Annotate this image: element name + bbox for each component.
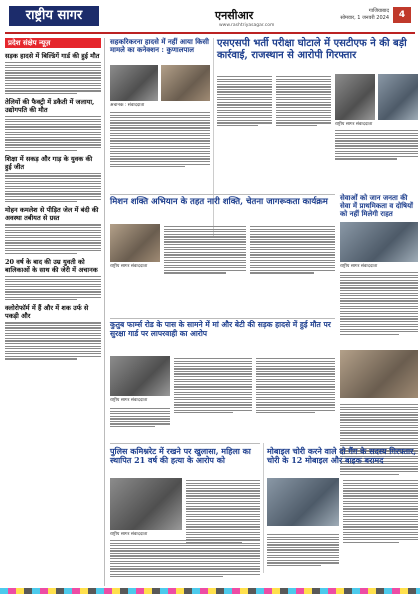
photo-caption: राष्ट्रीय सागर संवाददाता (110, 532, 148, 537)
article-text (110, 110, 210, 169)
section-rule (110, 318, 335, 319)
article-text (110, 538, 260, 579)
story2-headline: एसएसपी भर्ती परीक्षा घोटाले में एसटीएफ ने की बड़ी कार्रवाई, राजस्थान से आरोपी गिरफ्तार (217, 38, 407, 61)
article-text (5, 116, 101, 151)
article-text (340, 270, 418, 336)
story1-headline: सहकरिकरना हादसे में नहीं आया किसी मामले का कनेक्शन : कुणालपाल (110, 37, 209, 55)
article-text (164, 224, 246, 275)
article-text (276, 74, 331, 128)
left-item-headline: सड़क हादसे में बिल्डिंगें गार्ड की हुई मौत (5, 52, 100, 60)
left-item-headline: क्लोरोफॉर्म में हैं और में शक उर्फ से पकड़ी और (5, 304, 89, 321)
story7-photo (267, 478, 339, 526)
dateline (340, 8, 389, 22)
folio-title: एनसीआर (215, 9, 254, 22)
story6-photo (110, 478, 182, 530)
column-divider (263, 443, 264, 573)
article-text (267, 532, 339, 568)
story2-photo-2 (378, 74, 418, 120)
photo-caption: राष्ट्रीय सागर संवाददाता (340, 264, 378, 269)
story1-photo (110, 65, 158, 101)
content-columns (5, 38, 415, 586)
dateline-date: सोमवार, 1 जनवरी 2024 (340, 15, 389, 21)
section-label: प्रदेश संक्षेप न्यूज़ (5, 38, 101, 48)
photo-caption: राष्ट्रीय सागर संवाददाता (335, 122, 373, 127)
section-rule (110, 194, 335, 195)
story5-photo (110, 356, 170, 396)
column-divider (213, 38, 214, 238)
photo-caption: राष्ट्रीय सागर संवाददाता (110, 264, 148, 269)
left-item-headline: मोहन कमलेश से पीड़ित जेल में बंदी की अवस्था तबीयत से ग्रस्त (5, 206, 99, 223)
masthead-url: www.rashtriyasagar.com (219, 23, 275, 28)
article-text (217, 74, 272, 128)
article-text (256, 356, 335, 415)
section-rule (110, 443, 260, 444)
story5-headline: कुतुब फार्म्स रोड के पास के सामने में मां और बेटी की सड़क हादसे में हुई मौत पर सुरक्षा गार्ड पर लापरवाही का आरोप (110, 320, 331, 338)
article-text (110, 406, 170, 429)
article-text (186, 478, 260, 544)
article-text (343, 478, 418, 544)
story1-photo-2 (161, 65, 210, 101)
article-text (5, 173, 101, 203)
left-column (5, 38, 105, 586)
article-text (5, 62, 101, 94)
photo-caption: राष्ट्रीय सागर संवाददाता (110, 398, 148, 403)
left-item-headline: 20 वर्ष के बाद की उम्र युवती को बालिकाओं के साथ की जेरी में अचानक (5, 257, 98, 274)
right-photo (340, 350, 418, 398)
story3-headline: मिशन शक्ति अभियान के तहत नारी शक्ति, चेतना जागरूकता कार्यक्रम (110, 197, 328, 207)
main-area (110, 38, 415, 586)
dateline-city: गाजियाबाद (368, 8, 389, 14)
story4-headline: सेवाओं को जान जनता की सेवा में प्राथमिकता व दोषियों को नहीं मिलेगी राहत (340, 193, 413, 219)
story4-photo (340, 222, 418, 262)
article-text (5, 276, 101, 300)
masthead (5, 4, 415, 34)
story2-photo (335, 74, 375, 120)
story7-headline: मोबाइल चोरी करने वाले दो गैंग के सदस्य गिरफ्तार, चोरी के 12 मोबाइल और बाइक बरामद (267, 446, 417, 466)
story3-photo (110, 224, 160, 262)
story6-headline: पुलिस कमिश्नरेट में रखने पर खुलासा, महिला का स्थापित 21 वर्ष की हत्या के आरोप को (110, 446, 251, 466)
color-registration-strip (0, 588, 420, 594)
article-text (250, 224, 335, 275)
left-item-headline: शिक्षा में सकड़ और गाड़ के युवक की हुई जीत (5, 154, 93, 171)
brand-logo: राष्ट्रीय सागर (9, 6, 99, 26)
article-text (5, 322, 101, 359)
page-number: 4 (393, 7, 411, 23)
article-text (5, 224, 101, 254)
article-text (335, 128, 418, 161)
article-text (174, 356, 252, 415)
photo-caption: अचानक : संवाददाता (110, 103, 145, 108)
left-item-headline: तेलियों की फैक्ट्री में डकैती में जलाया, उद्योगपति की मौत (5, 98, 95, 115)
